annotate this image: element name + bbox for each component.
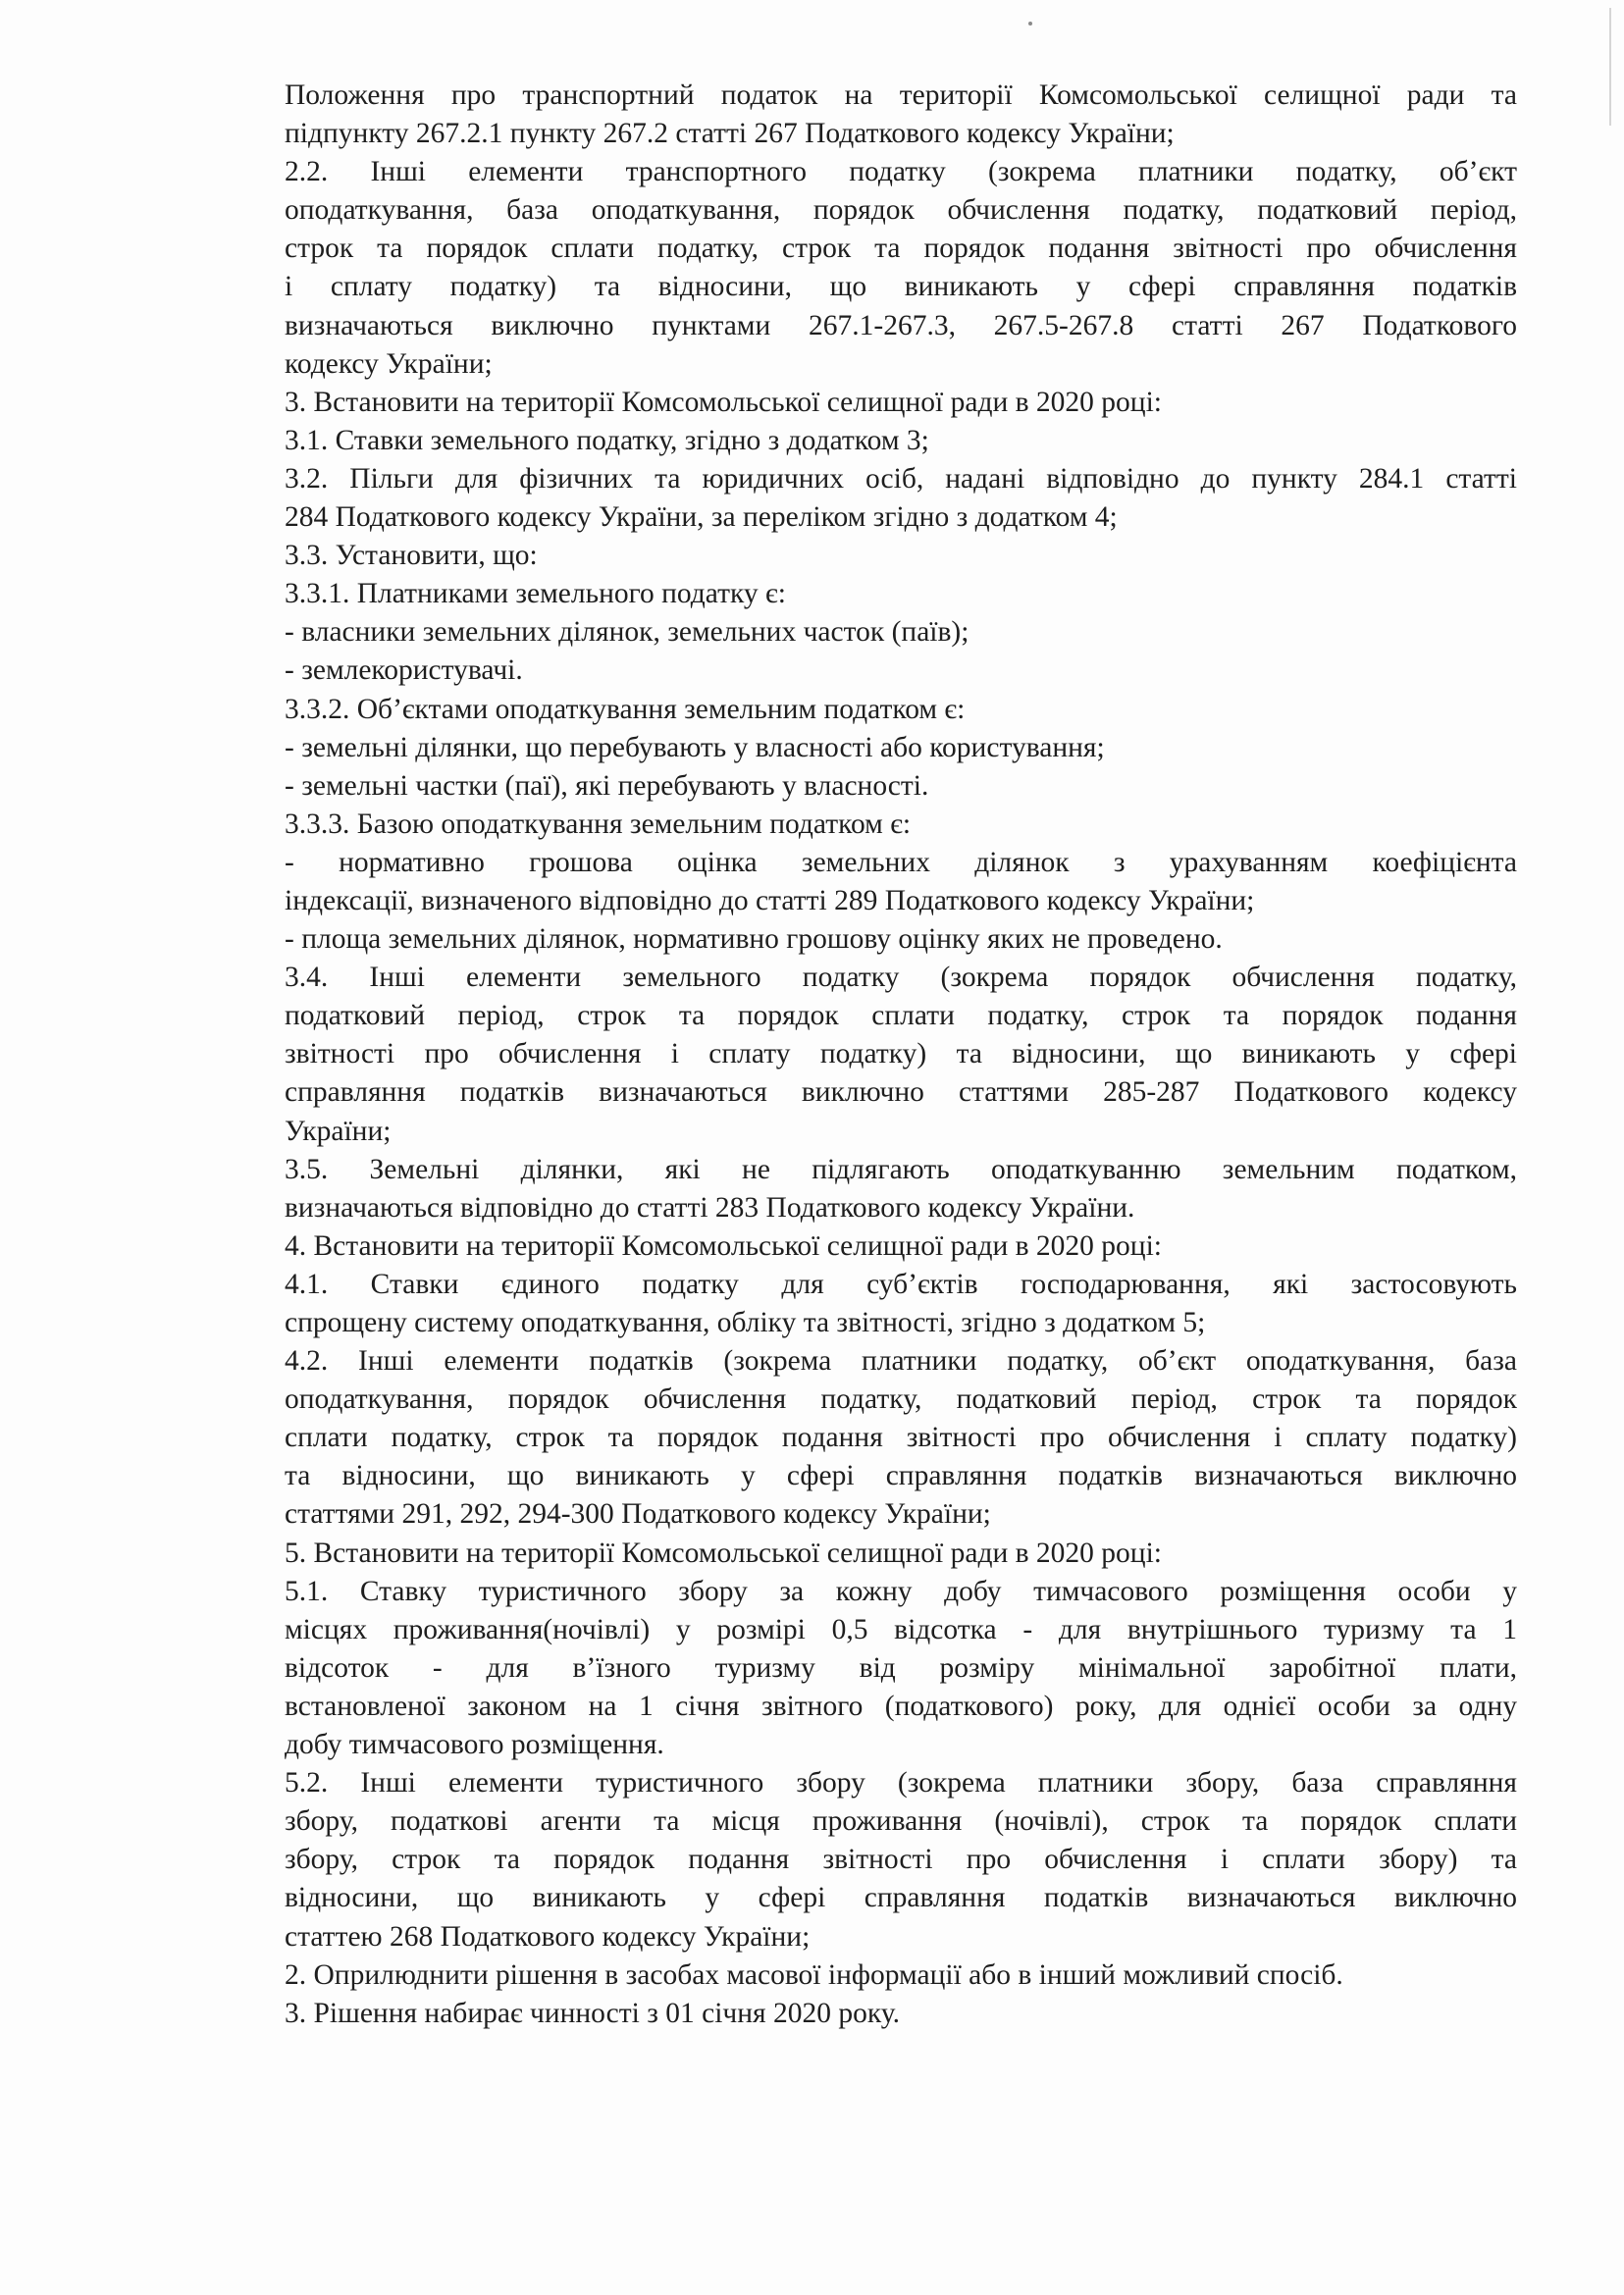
text-line: 3. Встановити на території Комсомольської селищної ради в 2020 році: (285, 386, 1162, 418)
text-line: - земельні ділянки, що перебувають у власності або користування; (285, 731, 1105, 763)
text-line: збору, податкові агенти та місця проживання (ночівлі), строк та порядок сплати (285, 1805, 1517, 1838)
text-line: підпункту 267.2.1 пункту 267.2 статті 267 Податкового кодексу України; (285, 118, 1175, 150)
text-line: відсоток - для в’їзного туризму від розміру мінімальної заробітної плати, (285, 1651, 1517, 1684)
text-line: звітності про обчислення і сплату податку) та відносини, що виникають у сфері (285, 1038, 1517, 1070)
text-line: 4. Встановити на території Комсомольської селищної ради в 2020 році: (285, 1229, 1162, 1262)
text-line: та відносини, що виникають у сфері справляння податків визначаються виключно (285, 1460, 1517, 1492)
text-line: і сплату податку) та відносини, що виникають у сфері справляння податків (285, 271, 1517, 303)
text-line: 3.3.1. Платниками земельного податку є: (285, 578, 786, 610)
text-line: 3.2. Пільги для фізичних та юридичних осіб, надані відповідно до пункту 284.1 статті (285, 462, 1517, 495)
text-line: - площа земельних ділянок, нормативно грошову оцінку яких не проведено. (285, 923, 1223, 956)
text-line: визначаються відповідно до статті 283 Податкового кодексу України. (285, 1191, 1135, 1224)
text-line: індексації, визначеного відповідно до статті 289 Податкового кодексу України; (285, 884, 1255, 916)
text-line: України; (285, 1115, 392, 1147)
text-line: 2.2. Інші елементи транспортного податку (зокрема платники податку, об’єкт (285, 156, 1517, 188)
text-line: статтею 268 Податкового кодексу України; (285, 1920, 811, 1953)
text-line: 3.4. Інші елементи земельного податку (зокрема порядок обчислення податку, (285, 962, 1517, 994)
text-line: - власники земельних ділянок, земельних часток (паїв); (285, 616, 969, 649)
text-line: справляння податків визначаються виключно статтями 285-287 Податкового кодексу (285, 1076, 1517, 1109)
scan-edge-mark (1609, 8, 1611, 126)
scan-speck (1028, 22, 1032, 26)
text-line: 3.3.2. Об’єктами оподаткування земельним податком є: (285, 693, 966, 725)
text-line: 2. Оприлюднити рішення в засобах масової інформації або в інший можливий спосіб. (285, 1958, 1343, 1991)
text-line: 4.1. Ставки єдиного податку для суб’єктів господарювання, які застосовують (285, 1268, 1517, 1300)
text-line: 4.2. Інші елементи податків (зокрема платники податку, об’єкт оподаткування, база (285, 1345, 1517, 1378)
text-line: добу тимчасового розміщення. (285, 1729, 664, 1761)
text-line: збору, строк та порядок подання звітності про обчислення і сплати збору) та (285, 1844, 1517, 1876)
text-line: податковий період, строк та порядок сплати податку, строк та порядок подання (285, 1000, 1517, 1032)
text-line: 3. Рішення набирає чинності з 01 січня 2020 року. (285, 1997, 900, 2029)
text-line: оподаткування, порядок обчислення податку, податковий період, строк та порядок (285, 1383, 1517, 1416)
document-body (285, 77, 1517, 2033)
text-line: 3.5. Земельні ділянки, які не підлягають оподаткуванню земельним податком, (285, 1153, 1517, 1185)
text-line: 3.3.3. Базою оподаткування земельним податком є: (285, 808, 912, 840)
text-line: визначаються виключно пунктами 267.1-267.3, 267.5-267.8 статті 267 Податкового (285, 309, 1517, 341)
text-line: - нормативно грошова оцінка земельних ділянок з урахуванням коефіцієнта (285, 846, 1517, 878)
text-line: оподаткування, база оподаткування, порядок обчислення податку, податковий період, (285, 194, 1517, 227)
text-line: 3.1. Ставки земельного податку, згідно з додатком 3; (285, 424, 929, 456)
text-line: 5.2. Інші елементи туристичного збору (зокрема платники збору, база справляння (285, 1767, 1517, 1799)
text-line: - землекористувачі. (285, 654, 523, 687)
text-line: відносини, що виникають у сфері справляння податків визначаються виключно (285, 1882, 1517, 1914)
text-line: 5.1. Ставку туристичного збору за кожну добу тимчасового розміщення особи у (285, 1575, 1517, 1607)
text-line: Положення про транспортний податок на території Комсомольської селищної ради та (285, 79, 1517, 111)
text-line: 284 Податкового кодексу України, за переліком згідно з додатком 4; (285, 501, 1118, 534)
text-line: сплати податку, строк та порядок подання звітності про обчислення і сплату податку) (285, 1422, 1517, 1454)
text-line: кодексу України; (285, 347, 493, 380)
text-line: 5. Встановити на території Комсомольської селищної ради в 2020 році: (285, 1537, 1162, 1569)
text-line: спрощену систему оподаткування, обліку та звітності, згідно з додатком 5; (285, 1307, 1206, 1338)
text-line: строк та порядок сплати податку, строк та порядок подання звітності про обчислення (285, 233, 1517, 265)
text-line: встановленої законом на 1 січня звітного (податкового) року, для однієї особи за одну (285, 1690, 1517, 1722)
text-line: - земельні частки (паї), які перебувають у власності. (285, 769, 929, 802)
text-line: 3.3. Установити, що: (285, 540, 538, 572)
text-line: місцях проживання(ночівлі) у розмірі 0,5 відсотка - для внутрішнього туризму та 1 (285, 1613, 1517, 1645)
text-line: статтями 291, 292, 294-300 Податкового кодексу України; (285, 1498, 991, 1531)
